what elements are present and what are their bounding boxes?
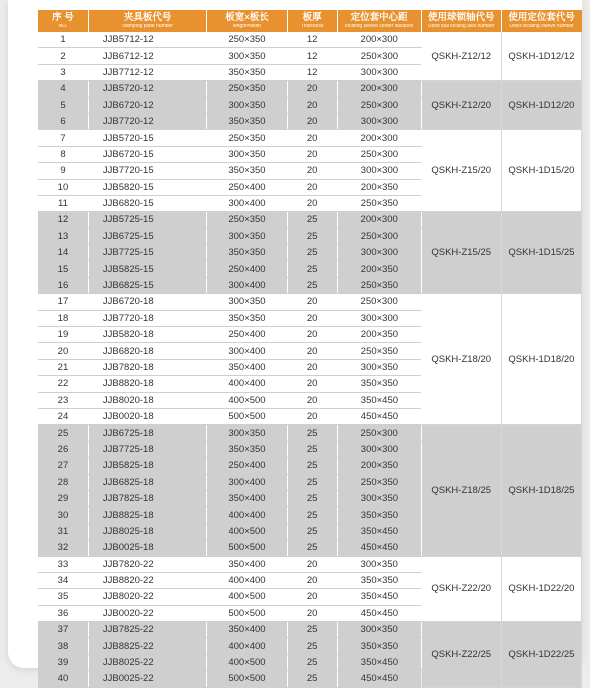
table-row [38, 425, 582, 441]
cell-size: 350×400 [207, 359, 287, 375]
cell-no: 18 [38, 310, 88, 326]
cell-no: 36 [38, 605, 88, 621]
cell-plate-number: JJB7820-18 [88, 359, 207, 375]
cell-thickness: 20 [287, 81, 337, 97]
cell-plate-number: JJB8825-18 [88, 507, 207, 523]
col-header-plate-number-en: clamping plate number [122, 24, 173, 30]
cell-thickness: 20 [287, 327, 337, 343]
cell-plate-number: JJB6725-15 [88, 228, 207, 244]
cell-size: 250×350 [207, 212, 287, 228]
cell-thickness: 25 [287, 490, 337, 506]
cell-plate-number: JJB5820-15 [88, 179, 207, 195]
cell-no: 23 [38, 392, 88, 408]
cell-plate-number: JJB7720-18 [88, 310, 207, 326]
cell-no: 20 [38, 343, 88, 359]
cell-thickness: 20 [287, 376, 337, 392]
spec-table [38, 10, 582, 688]
cell-axis-number: QSKH-Z22/25 [421, 622, 501, 688]
col-header-no [38, 10, 88, 32]
col-header-axis-number-en: Used ball locking axis number [428, 24, 495, 30]
cell-thickness: 20 [287, 359, 337, 375]
cell-no: 33 [38, 556, 88, 572]
col-header-no-en: NO. [58, 24, 68, 30]
cell-no: 15 [38, 261, 88, 277]
cell-thickness: 20 [287, 392, 337, 408]
cell-thickness: 20 [287, 408, 337, 424]
cell-center-distance: 200×350 [337, 327, 421, 343]
cell-size: 300×400 [207, 277, 287, 293]
cell-no: 34 [38, 572, 88, 588]
cell-size: 300×350 [207, 48, 287, 64]
cell-size: 300×350 [207, 228, 287, 244]
cell-plate-number: JJB6712-12 [88, 48, 207, 64]
cell-thickness: 12 [287, 64, 337, 80]
cell-plate-number: JJB6825-18 [88, 474, 207, 490]
cell-thickness: 20 [287, 310, 337, 326]
cell-size: 400×500 [207, 654, 287, 670]
cell-plate-number: JJB7712-12 [88, 64, 207, 80]
cell-thickness: 25 [287, 654, 337, 670]
cell-plate-number: JJB8025-18 [88, 523, 207, 539]
cell-no: 39 [38, 654, 88, 670]
cell-sleeve-number: QSKH-1D18/20 [501, 294, 581, 425]
cell-sleeve-number: QSKH-1D15/25 [501, 212, 581, 294]
cell-center-distance: 350×350 [337, 376, 421, 392]
cell-size: 350×350 [207, 245, 287, 261]
cell-size: 400×400 [207, 376, 287, 392]
cell-center-distance: 200×300 [337, 130, 421, 146]
cell-size: 300×400 [207, 195, 287, 211]
cell-center-distance: 350×350 [337, 638, 421, 654]
cell-plate-number: JJB6725-18 [88, 425, 207, 441]
cell-thickness: 12 [287, 32, 337, 48]
cell-axis-number: QSKH-Z15/25 [421, 212, 501, 294]
cell-axis-number: QSKH-Z22/20 [421, 556, 501, 622]
cell-sleeve-number: QSKH-1D12/20 [501, 81, 581, 130]
cell-sleeve-number: QSKH-1D18/25 [501, 425, 581, 556]
cell-no: 8 [38, 146, 88, 162]
col-header-center-distance [337, 10, 421, 32]
cell-thickness: 20 [287, 572, 337, 588]
cell-plate-number: JJB5712-12 [88, 32, 207, 48]
cell-plate-number: JJB7825-22 [88, 622, 207, 638]
cell-sleeve-number: QSKH-1D12/12 [501, 32, 581, 81]
cell-center-distance: 200×300 [337, 32, 421, 48]
cell-size: 250×400 [207, 327, 287, 343]
spec-table-body [38, 32, 582, 687]
cell-center-distance: 250×350 [337, 195, 421, 211]
cell-plate-number: JJB6720-15 [88, 146, 207, 162]
cell-no: 2 [38, 48, 88, 64]
cell-center-distance: 250×350 [337, 474, 421, 490]
cell-no: 12 [38, 212, 88, 228]
cell-center-distance: 200×350 [337, 179, 421, 195]
cell-size: 250×400 [207, 458, 287, 474]
col-header-size [207, 10, 287, 32]
cell-center-distance: 300×300 [337, 310, 421, 326]
cell-center-distance: 350×450 [337, 392, 421, 408]
cell-no: 17 [38, 294, 88, 310]
cell-no: 5 [38, 97, 88, 113]
col-header-plate-number [88, 10, 207, 32]
cell-no: 28 [38, 474, 88, 490]
cell-center-distance: 300×350 [337, 490, 421, 506]
table-row [38, 556, 582, 572]
cell-thickness: 25 [287, 212, 337, 228]
cell-size: 350×350 [207, 64, 287, 80]
cell-thickness: 25 [287, 507, 337, 523]
cell-plate-number: JJB0025-22 [88, 671, 207, 687]
cell-size: 350×400 [207, 556, 287, 572]
cell-plate-number: JJB8020-18 [88, 392, 207, 408]
cell-size: 400×400 [207, 507, 287, 523]
cell-size: 300×350 [207, 146, 287, 162]
cell-thickness: 20 [287, 605, 337, 621]
cell-thickness: 20 [287, 589, 337, 605]
cell-thickness: 25 [287, 458, 337, 474]
cell-no: 16 [38, 277, 88, 293]
cell-center-distance: 250×350 [337, 343, 421, 359]
cell-center-distance: 450×450 [337, 408, 421, 424]
col-header-thickness-zh: 板厚 [302, 11, 322, 23]
cell-center-distance: 300×300 [337, 113, 421, 129]
cell-size: 350×350 [207, 441, 287, 457]
cell-center-distance: 250×300 [337, 228, 421, 244]
cell-no: 27 [38, 458, 88, 474]
cell-no: 7 [38, 130, 88, 146]
cell-center-distance: 250×300 [337, 48, 421, 64]
cell-center-distance: 350×350 [337, 572, 421, 588]
table-row [38, 294, 582, 310]
cell-plate-number: JJB0020-18 [88, 408, 207, 424]
cell-center-distance: 300×300 [337, 64, 421, 80]
cell-no: 3 [38, 64, 88, 80]
cell-plate-number: JJB8025-22 [88, 654, 207, 670]
cell-no: 14 [38, 245, 88, 261]
cell-size: 250×350 [207, 32, 287, 48]
cell-no: 6 [38, 113, 88, 129]
col-header-sleeve-number [501, 10, 581, 32]
cell-center-distance: 200×350 [337, 261, 421, 277]
cell-center-distance: 200×300 [337, 81, 421, 97]
cell-plate-number: JJB7720-12 [88, 113, 207, 129]
cell-thickness: 20 [287, 163, 337, 179]
cell-thickness: 20 [287, 195, 337, 211]
cell-no: 11 [38, 195, 88, 211]
cell-size: 300×350 [207, 97, 287, 113]
cell-size: 400×400 [207, 572, 287, 588]
cell-plate-number: JJB8820-22 [88, 572, 207, 588]
cell-size: 350×400 [207, 622, 287, 638]
cell-no: 35 [38, 589, 88, 605]
cell-plate-number: JJB5720-15 [88, 130, 207, 146]
cell-thickness: 25 [287, 261, 337, 277]
cell-plate-number: JJB0025-18 [88, 540, 207, 556]
cell-size: 400×500 [207, 523, 287, 539]
cell-thickness: 25 [287, 638, 337, 654]
cell-center-distance: 300×300 [337, 163, 421, 179]
cell-size: 400×500 [207, 589, 287, 605]
cell-center-distance: 300×350 [337, 359, 421, 375]
cell-plate-number: JJB7820-22 [88, 556, 207, 572]
cell-plate-number: JJB6720-12 [88, 97, 207, 113]
cell-no: 10 [38, 179, 88, 195]
cell-plate-number: JJB5720-12 [88, 81, 207, 97]
cell-plate-number: JJB5820-18 [88, 327, 207, 343]
cell-thickness: 25 [287, 228, 337, 244]
cell-size: 400×400 [207, 638, 287, 654]
table-row [38, 32, 582, 48]
col-header-thickness [287, 10, 337, 32]
cell-axis-number: QSKH-Z12/20 [421, 81, 501, 130]
cell-thickness: 25 [287, 425, 337, 441]
col-header-axis-number-zh: 使用球锁轴代号 [427, 11, 495, 23]
cell-size: 500×500 [207, 605, 287, 621]
col-header-axis-number [421, 10, 501, 32]
cell-no: 9 [38, 163, 88, 179]
cell-no: 38 [38, 638, 88, 654]
cell-center-distance: 300×350 [337, 556, 421, 572]
cell-sleeve-number: QSKH-1D22/25 [501, 622, 581, 688]
cell-center-distance: 300×300 [337, 245, 421, 261]
cell-center-distance: 350×350 [337, 507, 421, 523]
cell-center-distance: 250×300 [337, 146, 421, 162]
cell-axis-number: QSKH-Z15/20 [421, 130, 501, 212]
cell-no: 32 [38, 540, 88, 556]
cell-thickness: 20 [287, 556, 337, 572]
col-header-sleeve-number-en: Used locating sleeve number [509, 24, 574, 30]
cell-no: 40 [38, 671, 88, 687]
cell-thickness: 20 [287, 343, 337, 359]
cell-center-distance: 350×450 [337, 654, 421, 670]
col-header-no-zh: 序 号 [52, 11, 74, 23]
cell-center-distance: 250×300 [337, 97, 421, 113]
cell-thickness: 20 [287, 130, 337, 146]
cell-size: 350×350 [207, 113, 287, 129]
cell-no: 29 [38, 490, 88, 506]
cell-thickness: 12 [287, 48, 337, 64]
table-row [38, 212, 582, 228]
cell-thickness: 20 [287, 97, 337, 113]
cell-center-distance: 250×300 [337, 294, 421, 310]
cell-size: 500×500 [207, 671, 287, 687]
cell-plate-number: JJB7720-15 [88, 163, 207, 179]
cell-no: 24 [38, 408, 88, 424]
cell-size: 350×400 [207, 490, 287, 506]
cell-no: 26 [38, 441, 88, 457]
cell-center-distance: 250×350 [337, 277, 421, 293]
table-row [38, 81, 582, 97]
cell-size: 500×500 [207, 408, 287, 424]
cell-size: 250×350 [207, 130, 287, 146]
table-row [38, 130, 582, 146]
cell-plate-number: JJB5825-18 [88, 458, 207, 474]
header-row [38, 10, 582, 32]
table-row [38, 622, 582, 638]
cell-plate-number: JJB6825-15 [88, 277, 207, 293]
cell-plate-number: JJB7825-18 [88, 490, 207, 506]
cell-no: 22 [38, 376, 88, 392]
cell-center-distance: 450×450 [337, 671, 421, 687]
col-header-center-distance-en: locating sleeve center distance [344, 24, 414, 30]
cell-no: 1 [38, 32, 88, 48]
cell-center-distance: 450×450 [337, 605, 421, 621]
cell-size: 400×500 [207, 392, 287, 408]
cell-no: 19 [38, 327, 88, 343]
cell-size: 350×350 [207, 310, 287, 326]
cell-thickness: 25 [287, 441, 337, 457]
col-header-size-en: length×width [232, 24, 262, 30]
cell-no: 25 [38, 425, 88, 441]
cell-size: 350×350 [207, 163, 287, 179]
cell-axis-number: QSKH-Z18/20 [421, 294, 501, 425]
cell-thickness: 25 [287, 540, 337, 556]
col-header-thickness-en: Thickness [300, 24, 324, 30]
col-header-plate-number-zh: 夹具板代号 [123, 11, 172, 23]
cell-thickness: 25 [287, 523, 337, 539]
cell-thickness: 20 [287, 146, 337, 162]
cell-size: 250×400 [207, 261, 287, 277]
cell-thickness: 20 [287, 294, 337, 310]
cell-size: 300×400 [207, 474, 287, 490]
col-header-size-zh: 板宽×板长 [225, 11, 269, 23]
col-header-center-distance-zh: 定位套中心距 [350, 11, 408, 23]
cell-no: 13 [38, 228, 88, 244]
spec-card [8, 0, 582, 685]
cell-size: 250×400 [207, 179, 287, 195]
cell-plate-number: JJB7725-15 [88, 245, 207, 261]
cell-center-distance: 350×450 [337, 589, 421, 605]
cell-thickness: 25 [287, 671, 337, 687]
cell-no: 21 [38, 359, 88, 375]
cell-thickness: 25 [287, 277, 337, 293]
cell-center-distance: 200×350 [337, 458, 421, 474]
cell-no: 37 [38, 622, 88, 638]
cell-plate-number: JJB8825-22 [88, 638, 207, 654]
cell-size: 300×400 [207, 343, 287, 359]
cell-thickness: 25 [287, 622, 337, 638]
cell-center-distance: 300×350 [337, 622, 421, 638]
cell-plate-number: JJB8020-22 [88, 589, 207, 605]
cell-plate-number: JJB7725-18 [88, 441, 207, 457]
cell-thickness: 25 [287, 474, 337, 490]
cell-plate-number: JJB0020-22 [88, 605, 207, 621]
cell-axis-number: QSKH-Z12/12 [421, 32, 501, 81]
cell-size: 300×350 [207, 294, 287, 310]
cell-size: 500×500 [207, 540, 287, 556]
cell-center-distance: 300×300 [337, 441, 421, 457]
cell-thickness: 20 [287, 179, 337, 195]
cell-sleeve-number: QSKH-1D22/20 [501, 556, 581, 622]
cell-size: 250×350 [207, 81, 287, 97]
cell-no: 4 [38, 81, 88, 97]
cell-thickness: 20 [287, 113, 337, 129]
cell-center-distance: 450×450 [337, 540, 421, 556]
cell-no: 31 [38, 523, 88, 539]
cell-sleeve-number: QSKH-1D15/20 [501, 130, 581, 212]
cell-axis-number: QSKH-Z18/25 [421, 425, 501, 556]
cell-plate-number: JJB5825-15 [88, 261, 207, 277]
cell-center-distance: 200×300 [337, 212, 421, 228]
cell-plate-number: JJB5725-15 [88, 212, 207, 228]
cell-plate-number: JJB6820-15 [88, 195, 207, 211]
col-header-sleeve-number-zh: 使用定位套代号 [508, 11, 575, 23]
cell-thickness: 25 [287, 245, 337, 261]
cell-center-distance: 350×450 [337, 523, 421, 539]
cell-plate-number: JJB8820-18 [88, 376, 207, 392]
cell-size: 300×350 [207, 425, 287, 441]
cell-center-distance: 250×300 [337, 425, 421, 441]
cell-plate-number: JJB6820-18 [88, 343, 207, 359]
cell-plate-number: JJB6720-18 [88, 294, 207, 310]
cell-no: 30 [38, 507, 88, 523]
